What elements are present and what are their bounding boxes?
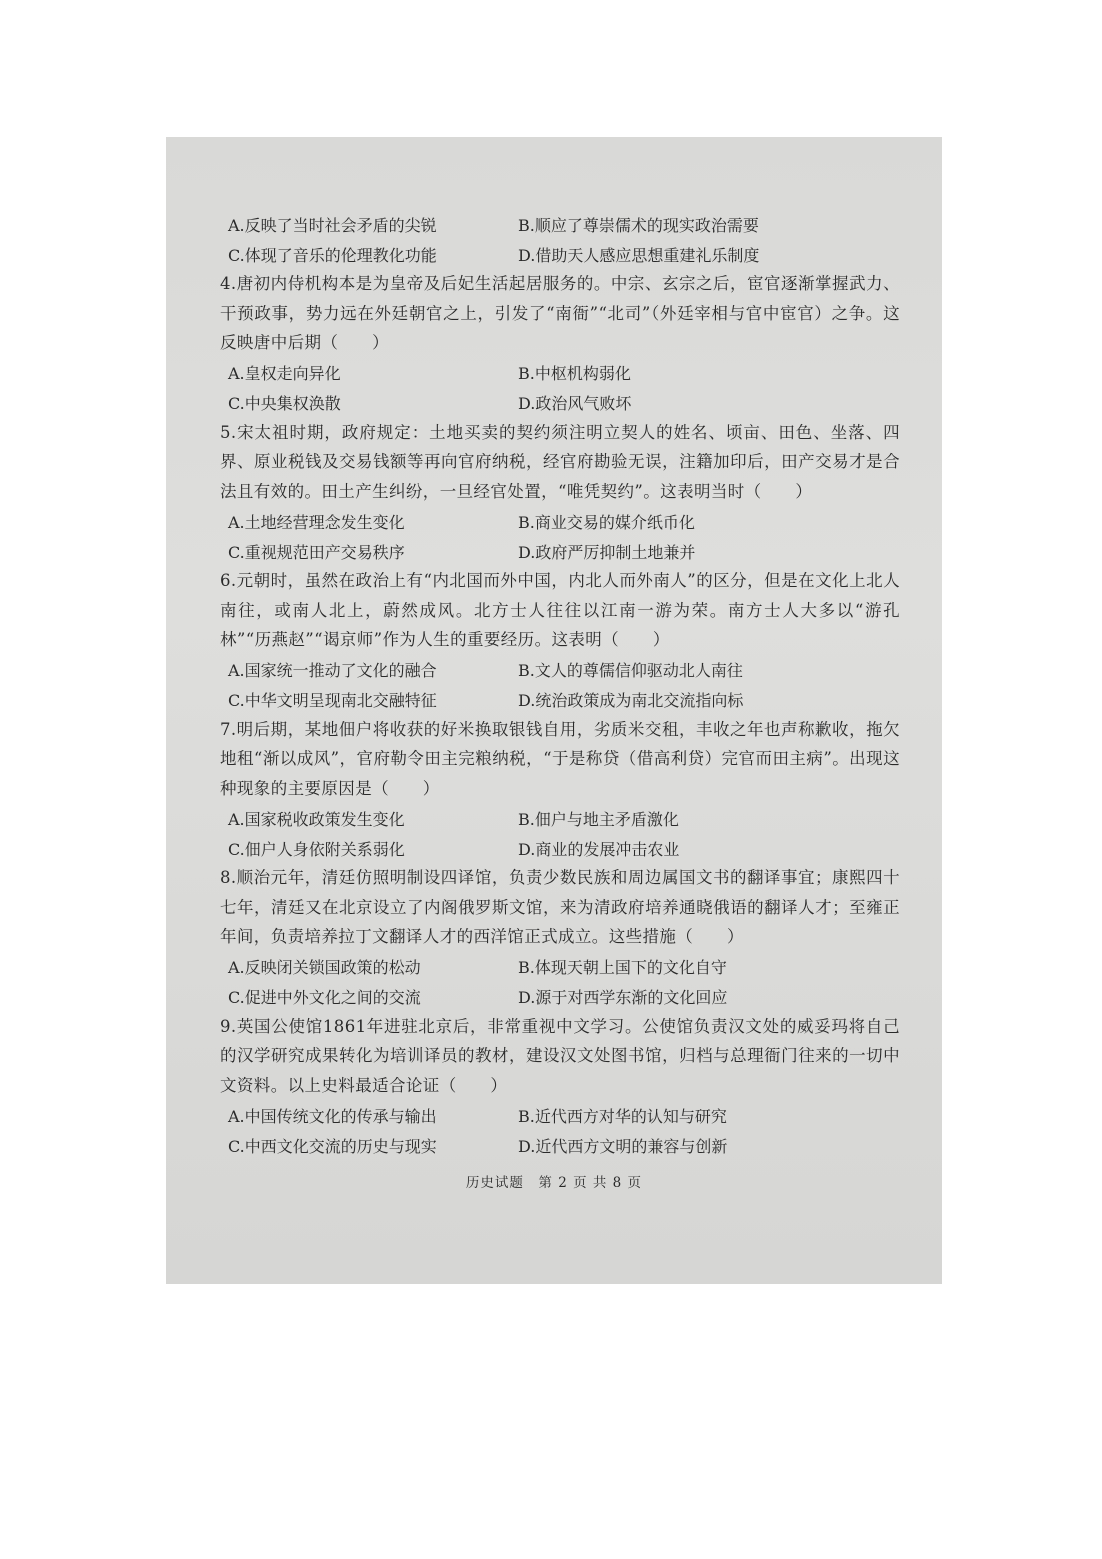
- option-c: C.重视规范田产交易秩序: [228, 542, 405, 562]
- page-content: [220, 209, 900, 1160]
- option-a: A.土地经营理念发生变化: [228, 512, 405, 532]
- option-d: D.源于对西学东渐的文化回应: [518, 988, 728, 1007]
- option-d: D.近代西方文明的兼容与创新: [518, 1136, 728, 1156]
- option-row: [220, 358, 900, 388]
- option-b: B.中枢机构弱化: [518, 364, 631, 383]
- option-row: [220, 685, 900, 715]
- question-stem: 6.元朝时，虽然在政治上有“内北国而外中国，内北人而外南人”的区分，但是在文化上北人南往，或南人北上，蔚然成风。北方士人往往以江南一游为荣。南方士人大多以“游孔林”“历燕赵”“谒京师”作为人生的重要经历。这表明（ ）: [220, 571, 900, 649]
- question-9: [220, 1012, 900, 1161]
- option-row: [220, 655, 900, 685]
- question-6: [220, 566, 900, 715]
- option-row: [220, 833, 900, 863]
- option-c: C.佃户人身依附关系弱化: [228, 839, 405, 859]
- option-b: B.顺应了尊崇儒术的现实政治需要: [518, 215, 759, 235]
- option-row: [220, 536, 900, 566]
- option-d: D.借助天人感应思想重建礼乐制度: [518, 245, 760, 265]
- page-footer: 历史试题 第 2 页 共 8 页: [465, 1175, 643, 1191]
- question-stem: 5.宋太祖时期，政府规定：土地买卖的契约须注明立契人的姓名、顷亩、田色、坐落、四界、原业税钱及交易钱额等再向官府纳税，经官府勘验无误，注籍加印后，田产交易才是合法且有效的。田土产生纠纷，一旦经官处置，“唯凭契约”。这表明当时（ ）: [220, 422, 900, 501]
- option-row: [220, 1130, 900, 1160]
- option-c: C.中西文化交流的历史与现实: [228, 1136, 437, 1156]
- option-c: C.体现了音乐的伦理教化功能: [228, 245, 437, 265]
- question-stem: 4.唐初内侍机构本是为皇帝及后妃生活起居服务的。中宗、玄宗之后，宦官逐渐掌握武力、干预政事，势力远在外廷朝官之上，引发了“南衙”“北司”（外廷宰相与官中宦官）之争。这反映唐中后期（ ）: [220, 274, 900, 352]
- option-a: A.反映了当时社会矛盾的尖锐: [228, 215, 437, 235]
- question-stem: 8.顺治元年，清廷仿照明制设四译馆，负责少数民族和周边属国文书的翻译事宜；康熙四十七年，清廷又在北京设立了内阁俄罗斯文馆，来为清政府培养通晓俄语的翻译人才；至雍正年间，负责培养拉丁文翻译人才的西洋馆正式成立。这些措施（ ）: [220, 868, 900, 946]
- question-5: [220, 418, 900, 567]
- option-row: [220, 239, 900, 269]
- option-row: [220, 1100, 900, 1130]
- option-b: B.文人的尊儒信仰驱动北人南往: [518, 661, 743, 680]
- option-d: D.统治政策成为南北交流指向标: [518, 691, 744, 710]
- option-a: A.反映闭关锁国政策的松动: [228, 958, 421, 977]
- option-a: A.中国传统文化的传承与输出: [228, 1106, 437, 1126]
- option-row: [220, 388, 900, 418]
- option-c: C.中华文明呈现南北交融特征: [228, 691, 437, 710]
- option-d: D.商业的发展冲击农业: [518, 839, 680, 859]
- option-row: [220, 209, 900, 239]
- option-b: B.佃户与地主矛盾激化: [518, 809, 679, 829]
- option-b: B.体现天朝上国下的文化自守: [518, 958, 727, 977]
- question-3-options: [220, 209, 900, 269]
- question-7: [220, 715, 900, 864]
- option-c: C.中央集权涣散: [228, 394, 341, 413]
- option-a: A.国家统一推动了文化的融合: [228, 661, 437, 680]
- option-d: D.政治风气败坏: [518, 394, 632, 413]
- option-d: D.政府严厉抑制土地兼并: [518, 542, 696, 562]
- option-row: [220, 982, 900, 1012]
- option-b: B.近代西方对华的认知与研究: [518, 1106, 727, 1126]
- option-a: A.皇权走向异化: [228, 364, 341, 383]
- question-8: [220, 863, 900, 1012]
- option-c: C.促进中外文化之间的交流: [228, 988, 421, 1007]
- question-stem: 9.英国公使馆1861年进驻北京后，非常重视中文学习。公使馆负责汉文处的威妥玛将自己的汉学研究成果转化为培训译员的教材，建设汉文处图书馆，归档与总理衙门往来的一切中文资料。以上史料最适合论证（ ）: [220, 1016, 900, 1095]
- option-a: A.国家税收政策发生变化: [228, 809, 405, 829]
- option-b: B.商业交易的媒介纸币化: [518, 512, 695, 532]
- option-row: [220, 952, 900, 982]
- option-row: [220, 803, 900, 833]
- question-4: [220, 269, 900, 418]
- exam-page: [166, 137, 942, 1284]
- question-stem: 7.明后期，某地佃户将收获的好米换取银钱自用，劣质米交租，丰收之年也声称歉收，拖欠地租“渐以成风”，官府勒令田主完粮纳税，“于是称贷（借高利贷）完官而田主病”。出现这种现象的主要原因是（ ）: [220, 719, 900, 798]
- option-row: [220, 506, 900, 536]
